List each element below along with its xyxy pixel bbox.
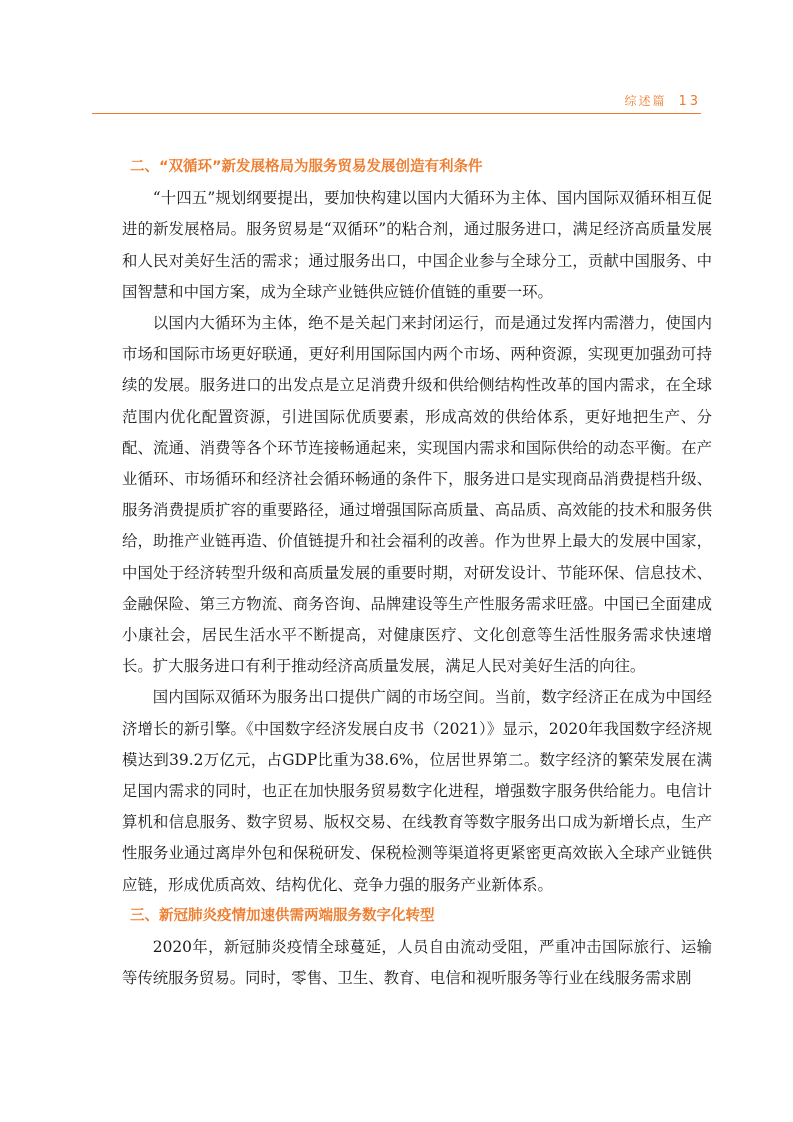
- paragraph: “十四五”规划纲要提出，要加快构建以国内大循环为主体、国内国际双循环相互促进的新发展格局。服务贸易是“双循环”的粘合剂，通过服务进口，满足经济高质量发展和人民对美好生活的需求；通过服务出口，中国企业参与全球分工，贡献中国服务、中国智慧和中国方案，成为全球产业链供应链价值链的重要一环。: [122, 189, 712, 301]
- section-heading: 二、“双循环”新发展格局为服务贸易发展创造有利条件: [130, 159, 483, 175]
- paragraph: 国内国际双循环为服务出口提供广阔的市场空间。当前，数字经济正在成为中国经济增长的新引擎。《中国数字经济发展白皮书（2021）》显示，2020年我国数字经济规模达到39.2万亿元，占GDP比重为38.6%，位居世界第二。数字经济的繁荣发展在满足国内需求的同时，也正在加快服务贸易数字化进程，增强数字服务供给能力。电信计算机和信息服务、数字贸易、版权交易、在线教育等数字服务出口成为新增长点，生产性服务业通过离岸外包和保税研发、保税检测等渠道将更紧密更高效嵌入全球产业链供应链，形成优质高效、结构优化、竞争力强的服务产业新体系。: [122, 688, 712, 894]
- page-number: 13: [678, 94, 701, 109]
- paragraph: 以国内大循环为主体，绝不是关起门来封闭运行，而是通过发挥内需潜力，使国内市场和国际市场更好联通，更好利用国际国内两个市场、两种资源，实现更加强劲可持续的发展。服务进口的出发点是立足消费升级和供给侧结构性改革的国内需求，在全球范围内优化配置资源，引进国际优质要素，形成高效的供给体系，更好地把生产、分配、流通、消费等各个环节连接畅通起来，实现国内需求和国际供给的动态平衡。在产业循环、市场循环和经济社会循环畅通的条件下，服务进口是实现商品消费提档升级、服务消费提质扩容的重要路径，通过增强国际高质量、高品质、高效能的技术和服务供给，助推产业链再造、价值链提升和社会福利的改善。作为世界上最大的发展中国家，中国处于经济转型升级和高质量发展的重要时期，对研发设计、节能环保、信息技术、金融保险、第三方物流、商务咨询、品牌建设等生产性服务需求旺盛。中国已全面建成小康社会，居民生活水平不断提高，对健康医疗、文化创意等生活性服务需求快速增长。扩大服务进口有利于推动经济高质量发展，满足人民对美好生活的向往。: [122, 314, 712, 676]
- paragraph: 2020年，新冠肺炎疫情全球蔓延，人员自由流动受阻，严重冲击国际旅行、运输等传统服务贸易。同时，零售、卫生、教育、电信和视听服务等行业在线服务需求剧: [122, 938, 712, 988]
- running-header: [92, 92, 701, 112]
- section-name: 综述篇: [624, 94, 667, 108]
- section-heading: 三、新冠肺炎疫情加速供需两端服务数字化转型: [130, 907, 435, 924]
- header-divider: [92, 113, 701, 114]
- page-body: [122, 152, 712, 994]
- running-header-text: [624, 92, 701, 109]
